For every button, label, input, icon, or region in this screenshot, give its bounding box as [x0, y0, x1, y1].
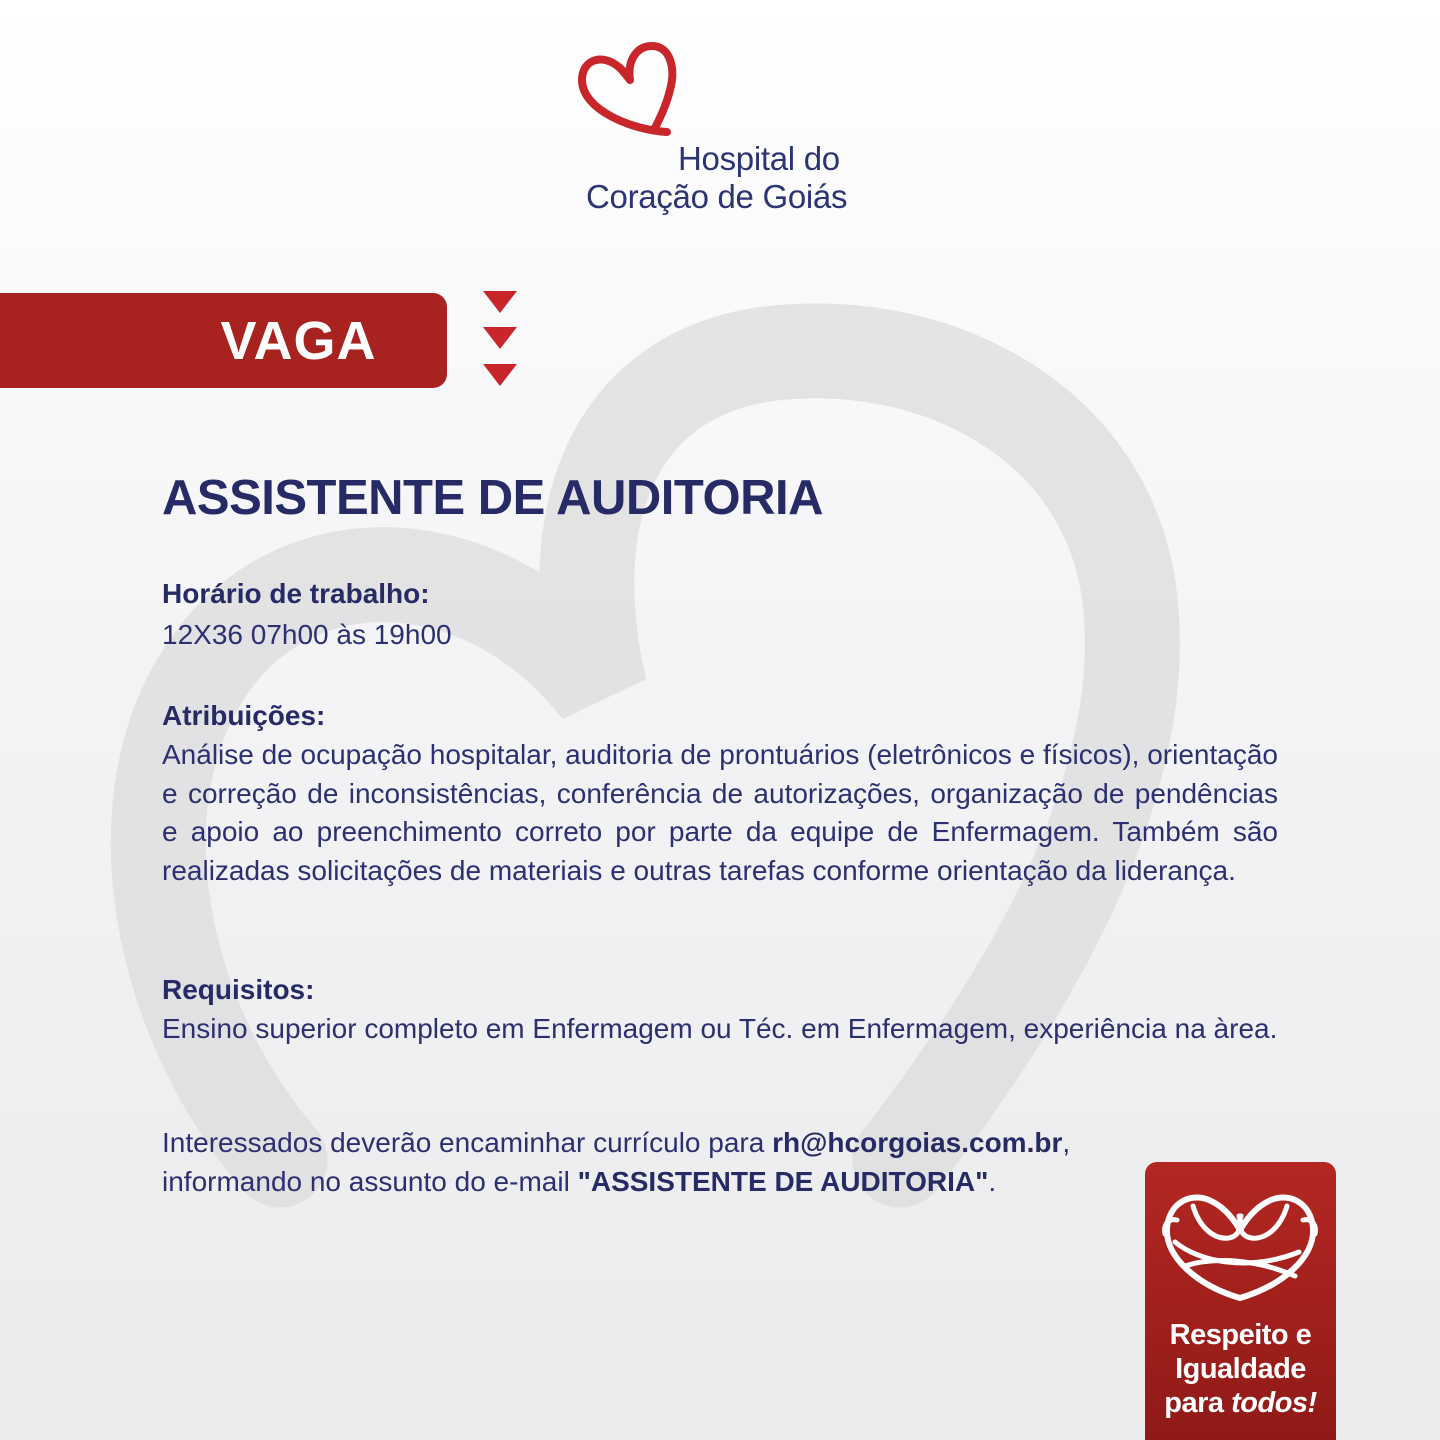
seal-text	[1145, 1318, 1336, 1420]
heart-logo-icon	[572, 40, 682, 140]
contact-line2-prefix: informando no assunto do e-mail	[162, 1165, 578, 1197]
vaga-banner	[0, 293, 447, 388]
contact-subject: "ASSISTENTE DE AUDITORIA"	[577, 1165, 989, 1197]
contact-comma: ,	[1062, 1127, 1071, 1158]
seal-line3	[1145, 1386, 1336, 1420]
duties-text: Análise de ocupação hospitalar, auditoria de prontuários (eletrônicos e físicos), orientação e correção de inconsistências, conferência de autorizações, organização de pendências e apoio ao preenchimento correto por parte da equipe de Enfermagem. Também são realizadas solicitações de materiais e outras tarefas conforme orientação da liderança.	[162, 739, 1278, 887]
hugging-heart-icon	[1159, 1176, 1322, 1311]
seal-line3-prefix: para	[1164, 1387, 1232, 1419]
contact-prefix: Interessados deverão encaminhar currículo para	[162, 1127, 773, 1158]
logo-text-line2: Coração de Goiás	[586, 178, 848, 215]
contact-paragraph	[162, 1124, 1162, 1201]
contact-suffix: .	[988, 1165, 997, 1197]
contact-email-link[interactable]: rh@hcorgoias.com.br	[772, 1127, 1063, 1158]
job-title: ASSISTENTE DE AUDITORIA	[162, 471, 823, 525]
hospital-logo	[572, 40, 872, 215]
duties-heading: Atribuições:	[162, 700, 326, 731]
down-arrows-icon	[482, 291, 518, 391]
schedule-heading: Horário de trabalho:	[162, 578, 430, 609]
requirements-heading: Requisitos:	[162, 974, 315, 1005]
logo-text-line1: Hospital do	[678, 140, 840, 177]
equality-seal	[1145, 1162, 1336, 1440]
seal-line3-italic: todos!	[1231, 1387, 1317, 1419]
seal-line2: Igualdade	[1175, 1353, 1306, 1385]
requirements-text: Ensino superior completo em Enfermagem ou Téc. em Enfermagem, experiência na àrea.	[162, 1013, 1278, 1044]
vaga-label: VAGA	[220, 310, 377, 371]
schedule-text: 12X36 07h00 às 19h00	[162, 619, 452, 650]
seal-line1: Respeito e	[1169, 1319, 1312, 1351]
